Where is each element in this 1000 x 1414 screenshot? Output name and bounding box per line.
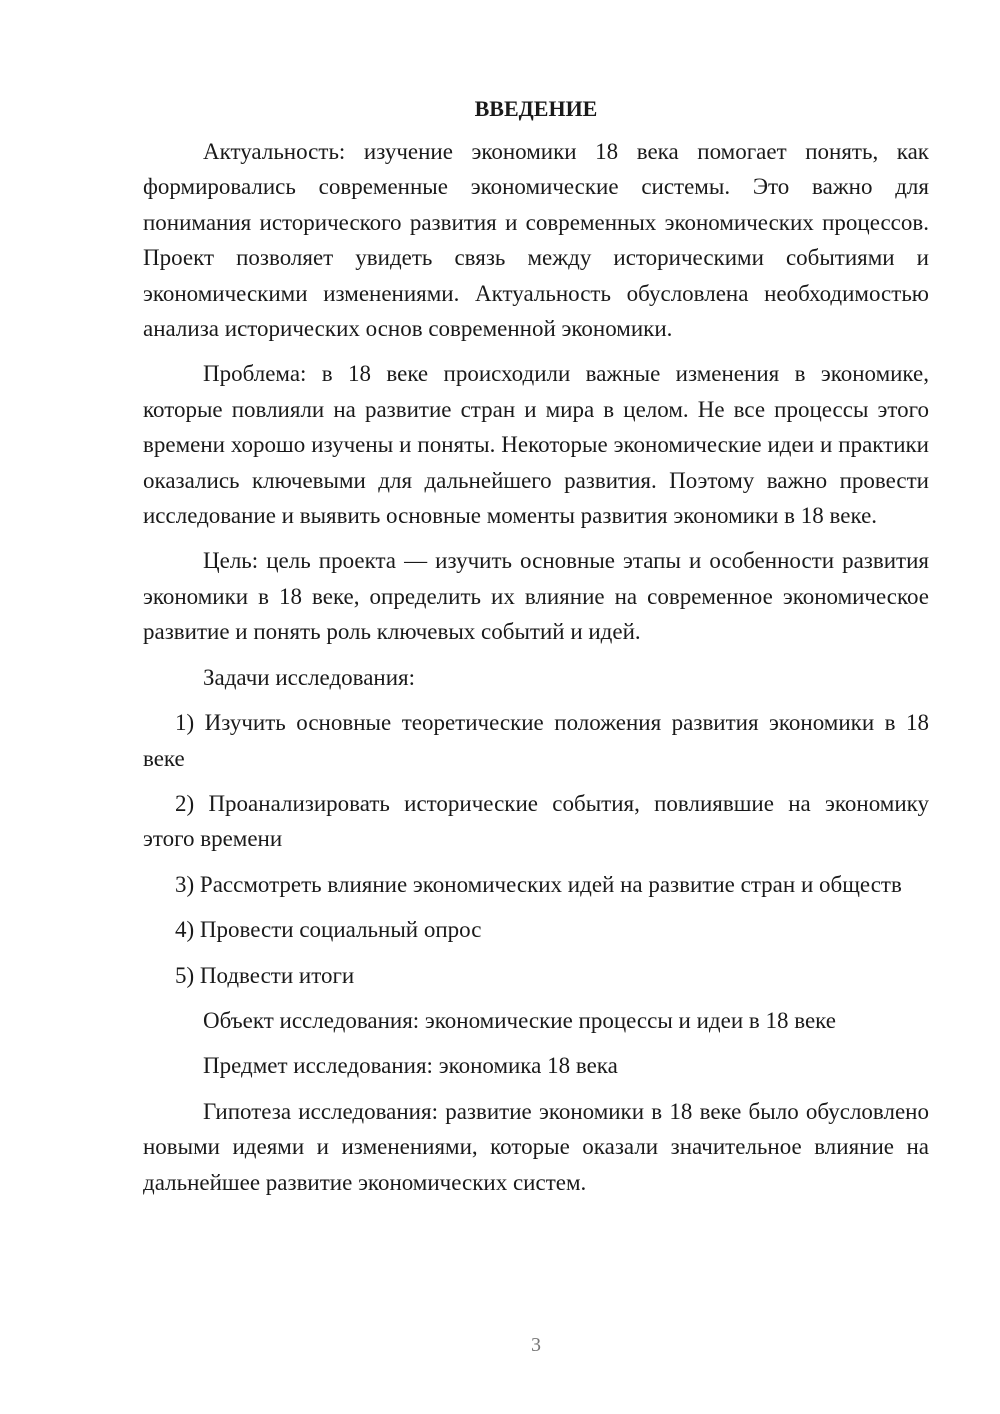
relevance-paragraph: Актуальность: изучение экономики 18 века помогает понять, как формировались современные экономические системы. Это важно для понимания исторического развития и современных экономических процессов. Проект позволяет увидеть связь между историческими событиями и экономическими изменениями. Актуальность обусловлена необходимостью анализа исторических основ современной экономики.: [143, 139, 929, 342]
research-hypothesis: Гипотеза исследования: развитие экономики в 18 веке было обусловлено новыми идеями и изменениями, которые оказали значительное влияние на дальнейшее развитие экономических систем.: [143, 1098, 929, 1195]
task-item-3: 3) Рассмотреть влияние экономических идей на развитие стран и обществ: [175, 871, 902, 897]
task-item-2: 2) Проанализировать исторические события, повлиявшие на экономику этого времени: [143, 790, 929, 852]
task-item-5: 5) Подвести итоги: [175, 962, 355, 988]
problem-paragraph: Проблема: в 18 веке происходили важные изменения в экономике, которые повлияли на развитие стран и мира в целом. Не все процессы этого времени хорошо изучены и поняты. Некоторые экономические идеи и практики оказались ключевыми для дальнейшего развития. Поэтому важно провести исследование и выявить основные моменты развития экономики в 18 веке.: [143, 361, 929, 529]
goal-paragraph: Цель: цель проекта — изучить основные этапы и особенности развития экономики в 18 веке, определить их влияние на современное экономическое развитие и понять роль ключевых событий и идей.: [143, 548, 929, 645]
page-content: [143, 91, 929, 1210]
section-heading: ВВЕДЕНИЕ: [474, 96, 598, 121]
research-subject: Предмет исследования: экономика 18 века: [203, 1053, 618, 1079]
page-number: 3: [531, 1334, 541, 1356]
task-item-4: 4) Провести социальный опрос: [175, 917, 482, 943]
research-object: Объект исследования: экономические процессы и идеи в 18 веке: [203, 1007, 836, 1033]
tasks-title: Задачи исследования:: [203, 664, 416, 690]
task-item-1: 1) Изучить основные теоретические положения развития экономики в 18 веке: [143, 710, 929, 771]
